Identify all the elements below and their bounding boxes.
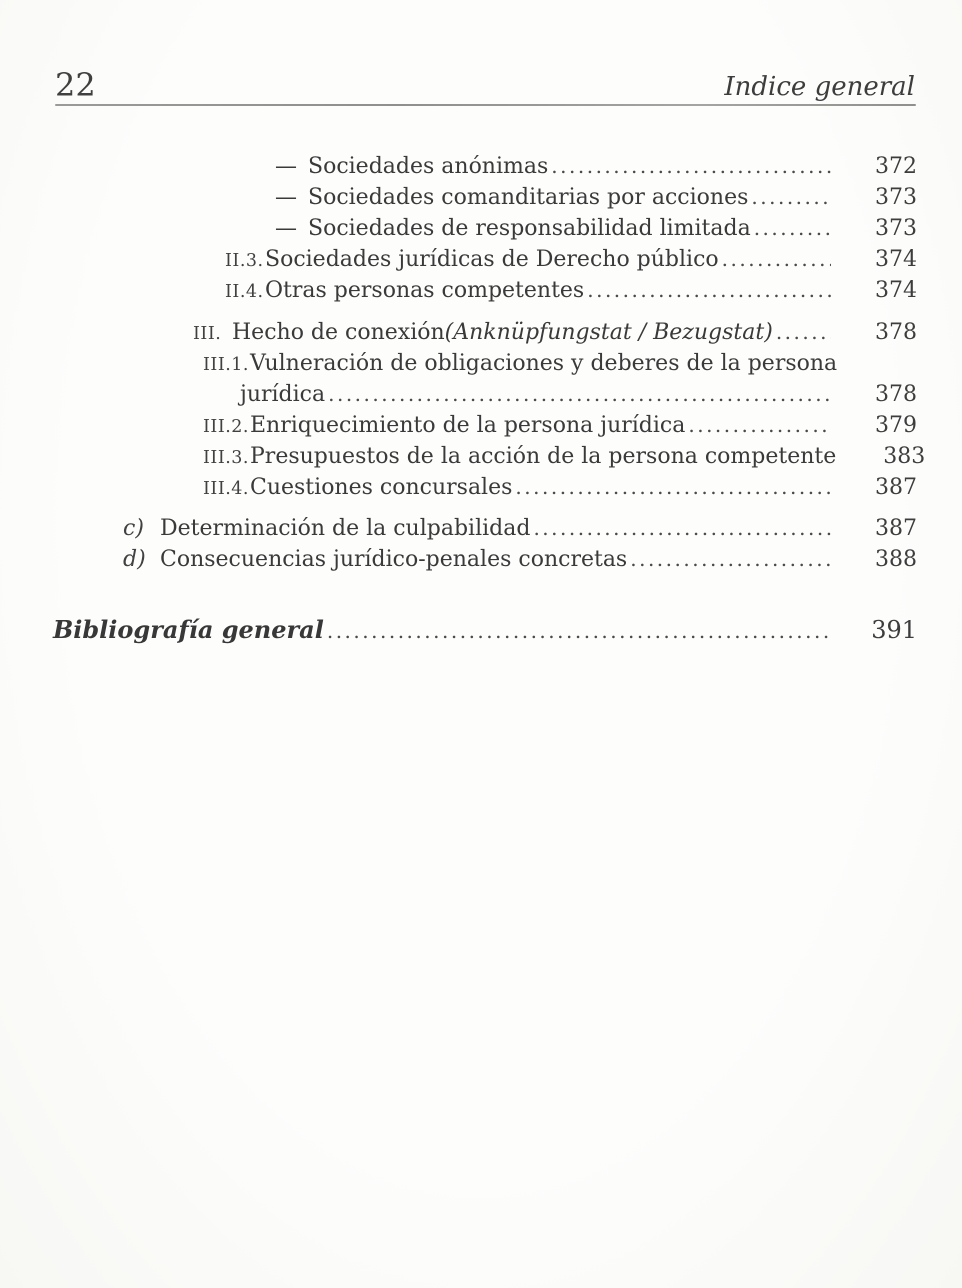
toc-entry bbox=[53, 348, 917, 379]
page-number: 22 bbox=[55, 66, 96, 104]
dot-leader bbox=[328, 379, 831, 410]
dot-leader bbox=[327, 613, 831, 648]
toc-entry-label: III.4. bbox=[203, 479, 249, 499]
toc-entry bbox=[53, 441, 926, 472]
toc-entry-title-italic: (Anknüpfungstat / Bezugstat) bbox=[444, 320, 773, 345]
toc-entry bbox=[53, 244, 917, 275]
toc-page-number: 388 bbox=[875, 547, 917, 572]
toc-entry bbox=[53, 544, 917, 575]
toc-entry-title: Presupuestos de la acción de la persona competente bbox=[250, 444, 837, 469]
toc-entry bbox=[53, 213, 917, 244]
toc-entry-title: Vulneración de obligaciones y deberes de la persona bbox=[250, 351, 838, 376]
toc-page-number: 387 bbox=[875, 516, 917, 541]
toc-entry-label: III.3. bbox=[203, 448, 249, 468]
toc-entry-title: Determinación de la culpabilidad bbox=[160, 516, 531, 541]
toc-entry-label: II.3. bbox=[225, 251, 264, 271]
toc-entry-title: Sociedades de responsabilidad limitada bbox=[308, 216, 751, 241]
dot-leader bbox=[551, 151, 831, 182]
dot-leader bbox=[751, 182, 831, 213]
dash-marker: — bbox=[275, 154, 297, 179]
toc-entry-label: III.1. bbox=[203, 355, 249, 375]
dash-marker: — bbox=[275, 185, 297, 210]
toc-page-number: 378 bbox=[875, 320, 917, 345]
toc-page-number: 372 bbox=[875, 154, 917, 179]
toc-page-number: 387 bbox=[875, 475, 917, 500]
toc-entry-title: Cuestiones concursales bbox=[250, 475, 513, 500]
running-header-title: Indice general bbox=[724, 72, 915, 102]
dot-leader bbox=[754, 213, 831, 244]
toc-entry-label: c) bbox=[123, 516, 144, 541]
bibliography-title: Bibliografía general bbox=[53, 615, 324, 644]
toc-entry bbox=[53, 182, 917, 213]
table-of-contents bbox=[53, 151, 926, 647]
toc-entry-continuation bbox=[53, 379, 917, 410]
toc-entry-label: III. bbox=[193, 324, 222, 344]
header-rule bbox=[55, 104, 916, 106]
toc-page-number: 391 bbox=[871, 616, 917, 644]
toc-entry bbox=[53, 151, 917, 182]
toc-entry bbox=[53, 513, 917, 544]
toc-entry bbox=[53, 410, 917, 441]
toc-page-number: 374 bbox=[875, 278, 917, 303]
toc-entry-label: III.2. bbox=[203, 417, 249, 437]
toc-entry-label: d) bbox=[123, 547, 146, 572]
dot-leader bbox=[515, 472, 831, 503]
toc-entry-title: Consecuencias jurídico-penales concretas bbox=[160, 547, 628, 572]
toc-entry bbox=[53, 317, 917, 348]
toc-page-number: 373 bbox=[875, 185, 917, 210]
dot-leader bbox=[688, 410, 831, 441]
toc-entry-title: Sociedades jurídicas de Derecho público bbox=[265, 247, 719, 272]
toc-entry-title: jurídica bbox=[240, 382, 326, 407]
toc-entry-title: Otras personas competentes bbox=[265, 278, 585, 303]
toc-entry-bibliography bbox=[53, 613, 917, 647]
dot-leader bbox=[630, 544, 831, 575]
toc-page-number: 373 bbox=[875, 216, 917, 241]
toc-page-number: 383 bbox=[883, 444, 926, 469]
dot-leader bbox=[533, 513, 831, 544]
toc-entry-label: II.4. bbox=[225, 282, 264, 302]
toc-entry-title: Enriquecimiento de la persona jurídica bbox=[250, 413, 686, 438]
toc-entry bbox=[53, 472, 917, 503]
toc-entry-title: Sociedades comanditarias por acciones bbox=[308, 185, 749, 210]
toc-page-number: 379 bbox=[875, 413, 917, 438]
toc-page-number: 378 bbox=[875, 382, 917, 407]
toc-entry bbox=[53, 275, 917, 306]
dot-leader bbox=[776, 317, 831, 348]
toc-entry-title: Sociedades anónimas bbox=[308, 154, 549, 179]
dot-leader bbox=[722, 244, 831, 275]
dash-marker: — bbox=[275, 216, 297, 241]
toc-entry-title: Hecho de conexión bbox=[232, 320, 445, 345]
toc-page-number: 374 bbox=[875, 247, 917, 272]
dot-leader bbox=[587, 275, 831, 306]
